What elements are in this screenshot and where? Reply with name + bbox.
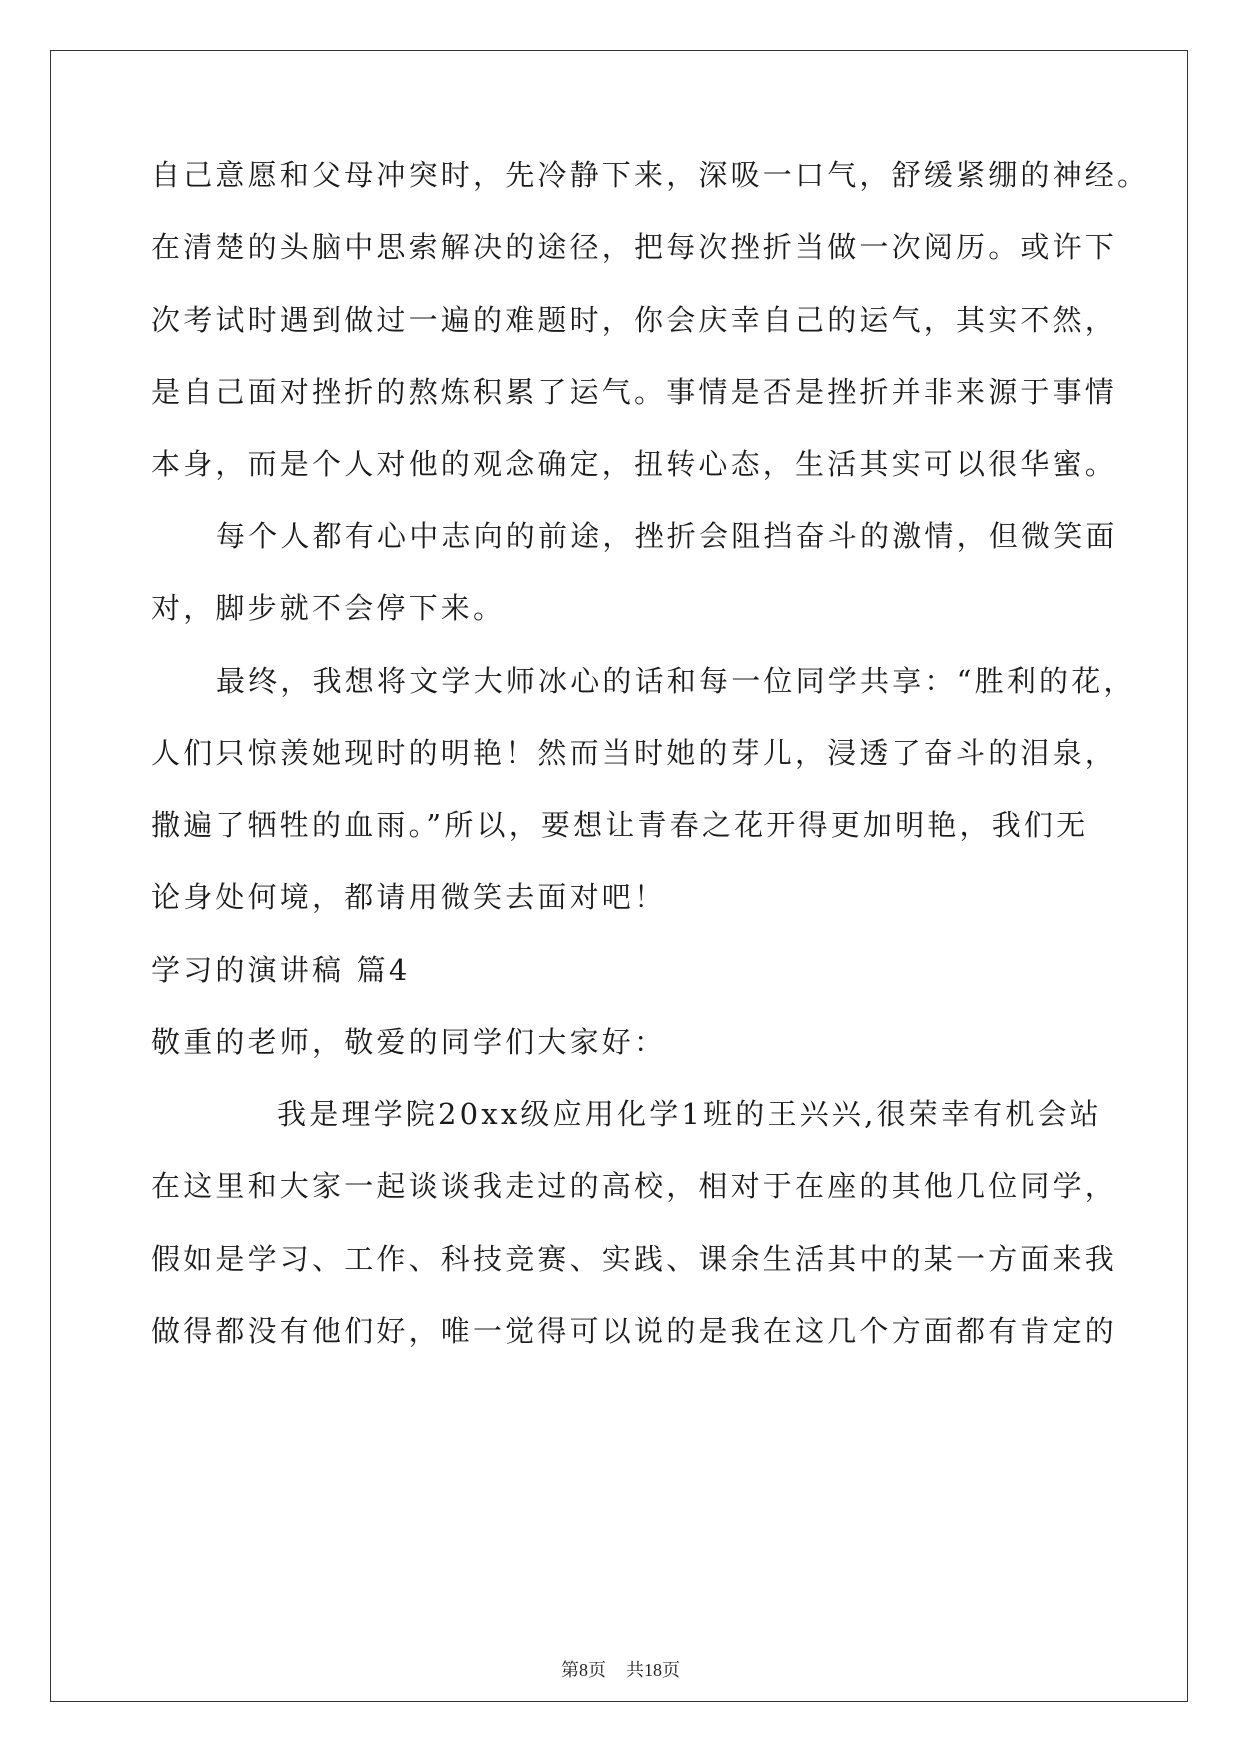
paragraph-line: 我是理学院20xx级应用化学1班的王兴兴,很荣幸有机会站 (277, 1097, 1102, 1131)
paragraph-line: 做得都没有他们好，唯一觉得可以说的是我在这几个方面都有肯定的 (151, 1314, 1118, 1348)
section-heading: 学习的演讲稿 篇4 (151, 953, 411, 987)
paragraph-line: 本身，而是个人对他的观念确定，扭转心态，生活其实可以很华蜜。 (151, 447, 1118, 481)
paragraph-line: 论身处何境，都请用微笑去面对吧！ (151, 880, 667, 914)
paragraph-line: 在这里和大家一起谈谈我走过的高校，相对于在座的其他几位同学， (151, 1169, 1118, 1203)
paragraph-line: 对，脚步就不会停下来。 (151, 591, 506, 625)
page-footer (0, 1656, 1241, 1682)
paragraph-line: 人们只惊羡她现时的明艳！然而当时她的芽儿，浸透了奋斗的泪泉， (151, 736, 1118, 770)
paragraph-line: 最终，我想将文学大师冰心的话和每一位同学共享：“胜利的花， (216, 664, 1136, 698)
salutation-line: 敬重的老师，敬爱的同学们大家好： (151, 1025, 667, 1059)
page-total: 共18页 (626, 1660, 680, 1680)
page-number: 第8页 (561, 1660, 606, 1680)
paragraph-line: 撒遍了牺牲的血雨。”所以，要想让青春之花开得更加明艳，我们无 (151, 808, 1089, 842)
paragraph-line: 次考试时遇到做过一遍的难题时，你会庆幸自己的运气，其实不然， (151, 303, 1118, 337)
page-border (50, 50, 1188, 1702)
paragraph-line: 假如是学习、工作、科技竞赛、实践、课余生活其中的某一方面来我 (151, 1242, 1118, 1276)
paragraph-line: 在清楚的头脑中思索解决的途径，把每次挫折当做一次阅历。或许下 (151, 230, 1118, 264)
paragraph-line: 是自己面对挫折的熬炼积累了运气。事情是否是挫折并非来源于事情 (151, 375, 1118, 409)
paragraph-line: 自己意愿和父母冲突时，先冷静下来，深吸一口气，舒缓紧绷的神经。 (151, 158, 1150, 192)
paragraph-line: 每个人都有心中志向的前途，挫折会阻挡奋斗的激情，但微笑面 (216, 519, 1118, 553)
